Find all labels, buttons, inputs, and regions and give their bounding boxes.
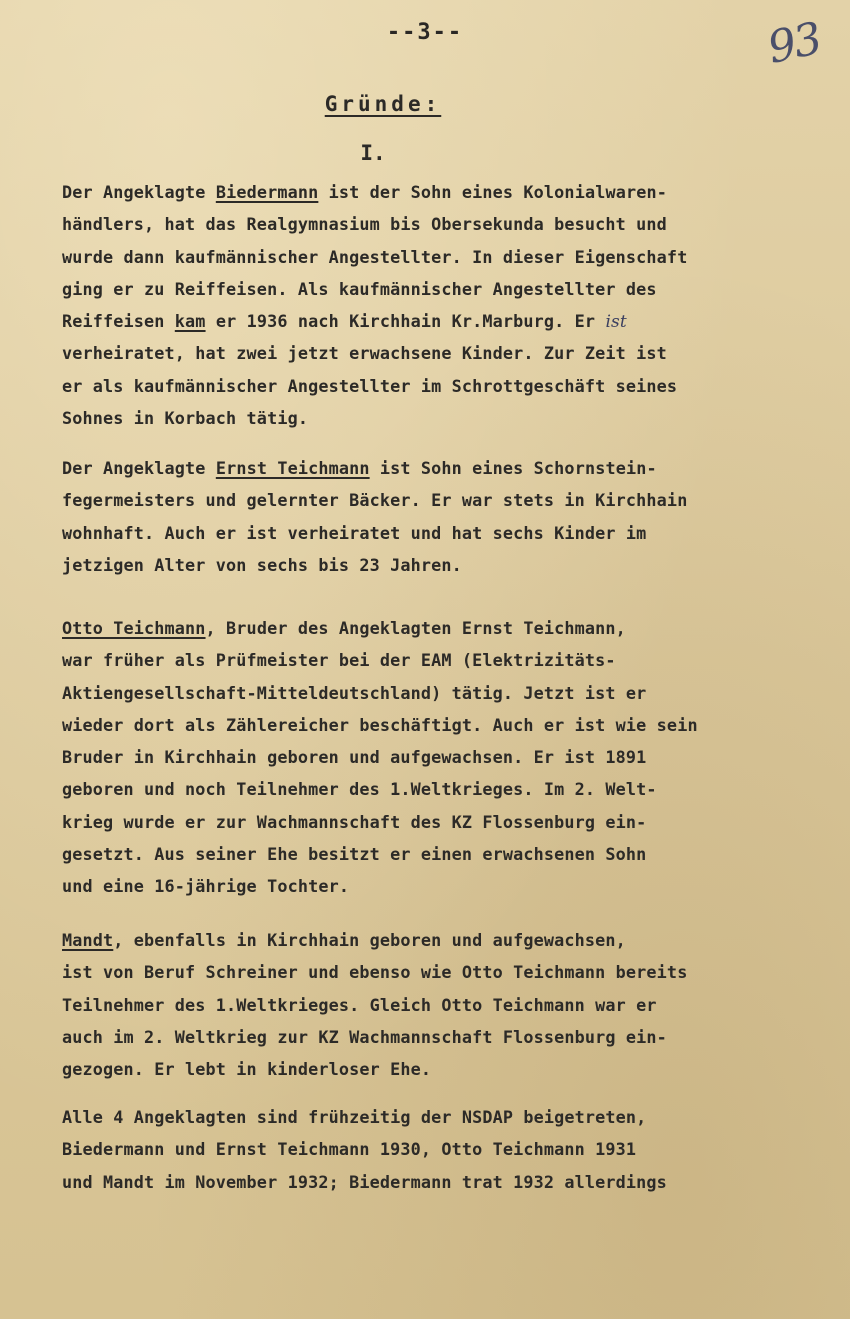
text-line: händlers, hat das Realgymnasium bis Obersekunda besucht und (62, 214, 667, 235)
paragraph-biedermann (62, 176, 822, 434)
text-line: Mandt, ebenfalls in Kirchhain geboren und aufgewachsen, (62, 930, 626, 950)
text-line: gesetzt. Aus seiner Ehe besitzt er einen erwachsenen Sohn (62, 844, 647, 865)
text-line: auch im 2. Weltkrieg zur KZ Wachmannschaft Flossenburg ein- (62, 1026, 667, 1047)
text-line: Biedermann und Ernst Teichmann 1930, Otto Teichmann 1931 (62, 1139, 637, 1160)
handwritten-correction: ist (605, 312, 627, 333)
text-line: ging er zu Reiffeisen. Als kaufmännischer Angestellter des (62, 278, 657, 299)
text-line: und Mandt im November 1932; Biedermann trat 1932 allerdings (62, 1171, 667, 1192)
section-numeral: I. (360, 141, 386, 165)
text-line: Teilnehmer des 1.Weltkrieges. Gleich Otto Teichmann war er (62, 994, 657, 1015)
text-line: wieder dort als Zählereicher beschäftigt. Auch er ist wie sein (62, 714, 698, 735)
paragraph-otto-teichmann (62, 612, 822, 903)
underlined-word: kam (174, 311, 206, 332)
text-line: ist von Beruf Schreiner und ebenso wie Otto Teichmann bereits (62, 962, 688, 983)
paragraph-mandt (62, 924, 822, 1085)
text-line: Aktiengesellschaft-Mitteldeutschland) tätig. Jetzt ist er (62, 682, 647, 703)
text-line: und eine 16-jährige Tochter. (62, 876, 350, 897)
text-line: jetzigen Alter von sechs bis 23 Jahren. (62, 554, 462, 575)
text-line: er als kaufmännischer Angestellter im Schrottgeschäft seines (62, 375, 678, 396)
text-line: verheiratet, hat zwei jetzt erwachsene Kinder. Zur Zeit ist (62, 343, 667, 364)
defendant-name: Biedermann (215, 182, 319, 202)
text-line: Der Angeklagte Ernst Teichmann ist Sohn eines Schornstein- (62, 458, 657, 478)
paragraph-ernst-teichmann (62, 452, 822, 581)
text-line: wohnhaft. Auch er ist verheiratet und hat sechs Kinder im (62, 522, 647, 543)
text-line: gezogen. Er lebt in kinderloser Ehe. (62, 1059, 432, 1080)
text-line: Sohnes in Korbach tätig. (62, 408, 309, 429)
text-line: Bruder in Kirchhain geboren und aufgewachsen. Er ist 1891 (62, 747, 647, 768)
text-line: geboren und noch Teilnehmer des 1.Weltkrieges. Im 2. Welt- (62, 779, 657, 800)
text-line: Der Angeklagte Biedermann ist der Sohn eines Kolonialwaren- (62, 182, 667, 202)
defendant-name: Mandt (62, 930, 114, 950)
text-line: Otto Teichmann, Bruder des Angeklagten Ernst Teichmann, (62, 618, 626, 638)
paragraph-nsdap-membership (62, 1101, 822, 1198)
text-line: Reiffeisen kam er 1936 nach Kirchhain Kr.Marburg. Er ist (62, 311, 627, 333)
text-line: Alle 4 Angeklagten sind frühzeitig der NSDAP beigetreten, (62, 1107, 647, 1127)
handwritten-folio-number: 93 (763, 13, 825, 74)
page-number: --3-- (386, 20, 464, 45)
text-line: wurde dann kaufmännischer Angestellter. In dieser Eigenschaft (62, 246, 688, 267)
section-heading: Gründe: (324, 92, 442, 116)
text-line: war früher als Prüfmeister bei der EAM (Elektrizitäts- (62, 650, 616, 671)
text-line: fegermeisters und gelernter Bäcker. Er war stets in Kirchhain (62, 490, 688, 511)
defendant-name: Ernst Teichmann (215, 458, 370, 478)
defendant-name: Otto Teichmann (62, 618, 206, 638)
text-line: krieg wurde er zur Wachmannschaft des KZ Flossenburg ein- (62, 811, 647, 832)
